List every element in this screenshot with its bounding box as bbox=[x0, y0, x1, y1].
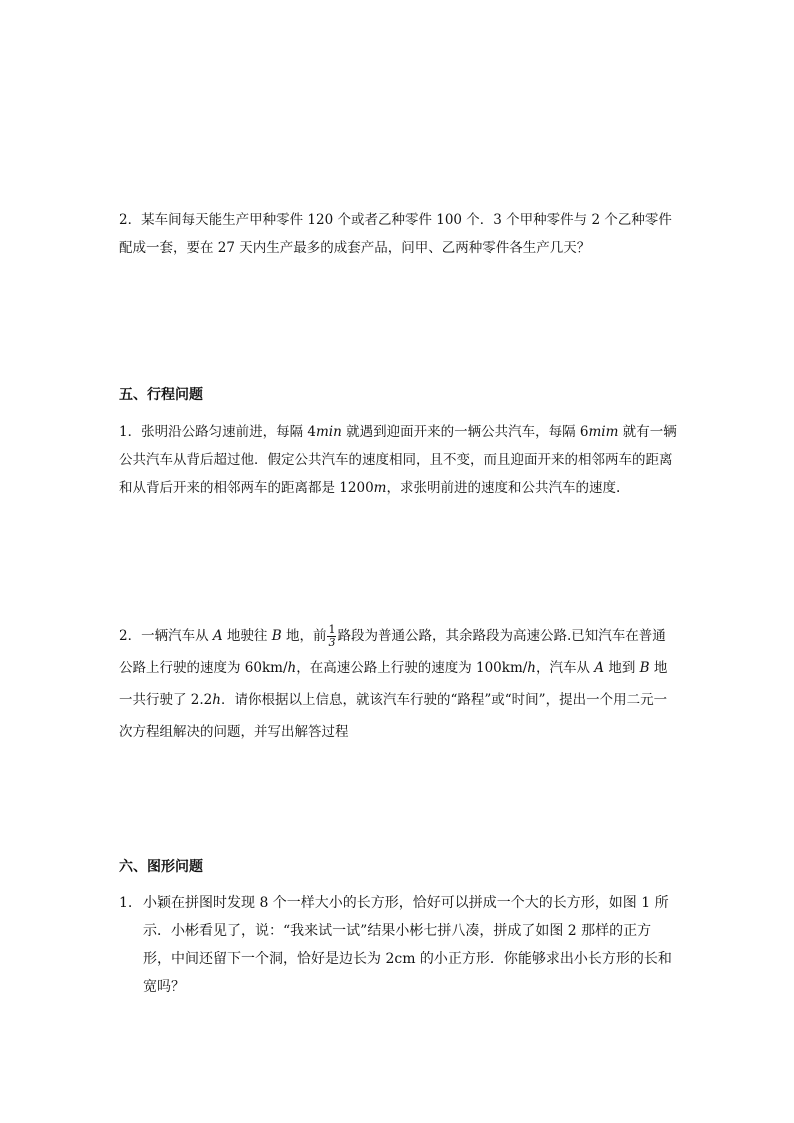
text-run: 一辆汽车从 bbox=[141, 628, 213, 644]
travel-problem-1 bbox=[119, 418, 679, 502]
fraction-denominator: 3 bbox=[328, 636, 336, 649]
section-heading-shape: 六、图形问题 bbox=[119, 859, 203, 875]
value: 1200 bbox=[339, 480, 374, 496]
problem-number: 2． bbox=[119, 212, 142, 228]
unit: h bbox=[527, 660, 536, 676]
problem-text: 小颖在拼图时发现 8 个一样大小的长方形，恰好可以拼成一个大的长方形，如图 1 所示．小彬看见了，说：“我来试一试”结果小彬七拼八凑，拼成了如图 2 那样的正方形，中间还留下一个洞，恰好是边长为 2cm 的小正方形．你能够求出小长方形的长和宽吗？ bbox=[143, 895, 672, 995]
text-run: 路段为普通公路，其余路段为高速公路.已知汽车在普通公路上行驶的速度为 60km/ bbox=[119, 628, 666, 676]
text-run: 地到 bbox=[604, 660, 640, 676]
unit: min bbox=[315, 424, 342, 440]
unit: m bbox=[373, 480, 387, 496]
fraction-one-third bbox=[327, 624, 336, 649]
value: 4 bbox=[307, 424, 316, 440]
problem-number: 1. bbox=[119, 895, 133, 911]
text-run: ，汽车从 bbox=[536, 660, 595, 676]
work-problem-2 bbox=[119, 206, 679, 262]
text-run: ，在高速公路上行驶的速度为 100km/ bbox=[296, 660, 528, 676]
unit: mim bbox=[588, 424, 619, 440]
problem-number: 2． bbox=[119, 628, 142, 644]
point-label: B bbox=[271, 628, 282, 644]
fraction-numerator: 1 bbox=[328, 623, 336, 636]
unit: h bbox=[212, 692, 221, 708]
unit: h bbox=[287, 660, 297, 676]
text-run: 就遇到迎面开来的一辆公共汽车，每隔 bbox=[341, 424, 580, 440]
point-label: A bbox=[212, 628, 223, 644]
text-run: 地驶往 bbox=[222, 628, 272, 644]
text-run: 地一共行驶了 2.2 bbox=[119, 660, 668, 708]
text-run: ，求张明前进的速度和公共汽车的速度. bbox=[386, 480, 621, 496]
point-label: B bbox=[639, 660, 650, 676]
text-run: 就有一辆公共汽车从背后超过他．假定公共汽车的速度相同，且不变，而且迎面开来的相邻两车的距离和从背后开来的相邻两车的距离都是 bbox=[119, 424, 677, 496]
value: 6 bbox=[579, 424, 589, 440]
text-run: ．请你根据以上信息，就该汽车行驶的“路程”或“时间”，提出一个用二元一次方程组解决的问题，并写出解答过程 bbox=[119, 692, 668, 740]
text-run: 张明沿公路匀速前进，每隔 bbox=[141, 424, 308, 440]
section-heading-travel: 五、行程问题 bbox=[119, 387, 203, 403]
travel-problem-2 bbox=[119, 620, 679, 748]
problem-number: 1． bbox=[119, 424, 142, 440]
point-label: A bbox=[594, 660, 605, 676]
text-run: 地，前 bbox=[281, 628, 327, 644]
problem-text: 某车间每天能生产甲种零件 120 个或者乙种零件 100 个．3 个甲种零件与 2 个乙种零件配成一套，要在 27 天内生产最多的成套产品，问甲、乙两种零件各生产几天？ bbox=[119, 212, 672, 256]
